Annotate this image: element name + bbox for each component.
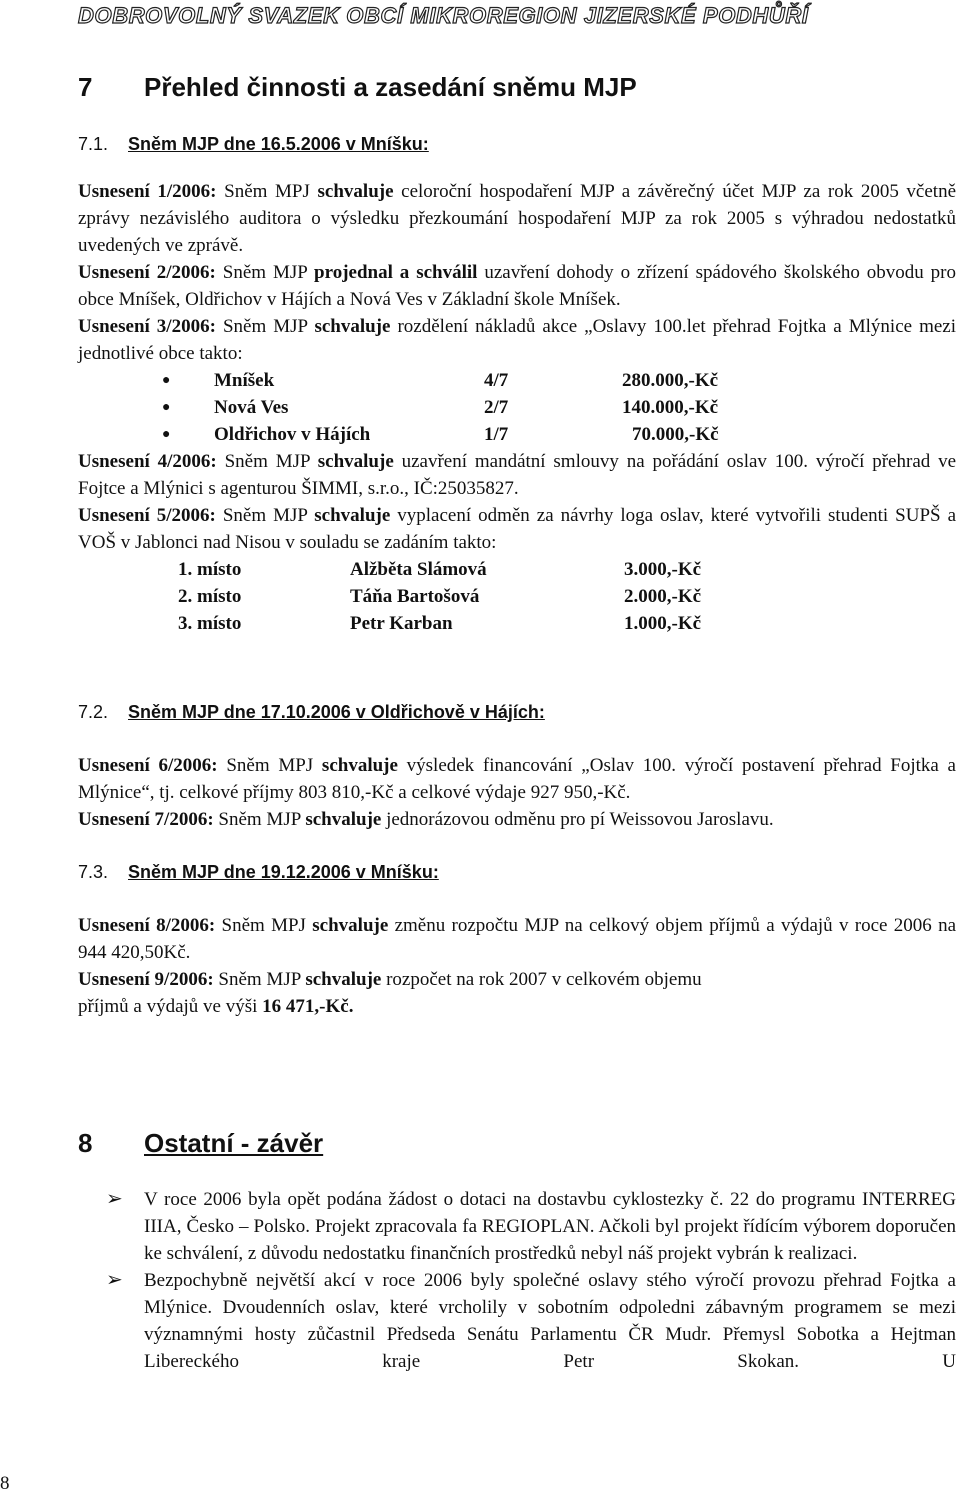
- bullet-icon: ●: [162, 373, 171, 388]
- award-row: 1. místo Alžběta Slámová 3.000,-Kč: [178, 559, 702, 580]
- subsection-title: Sněm MJP dne 17.10.2006 v Oldřichově v Hájích:: [128, 702, 545, 722]
- section-title: Ostatní - závěr: [144, 1128, 324, 1158]
- page-number: 8: [0, 1473, 10, 1494]
- subsection-7-2-heading: [78, 700, 545, 724]
- cost-split-row: ● Oldřichov v Hájích 1/7 70.000,-Kč: [78, 421, 956, 448]
- cost-split-row: ● Nová Ves 2/7 140.000,-Kč: [78, 394, 956, 421]
- list-item: ➢ Bezpochybně největší akcí v roce 2006 byly společné oslavy stého výročí provozu přehrad Fojtka a Mlýnice. Dvoudenních oslav, které vrcholily v sobotním odpoledni zábavným programem se mezi významnými hosty zůčastnil Předseda Senátu Parlamentu ČR Mudr. Přemysl Sobotka a Hejtman Libereckého kraje Petr Skokan. U: [106, 1269, 956, 1372]
- resolution-5: Usnesení 5/2006: Sněm MJP schvaluje vyplacení odměn za návrhy loga oslav, které vytvořili studenti SUPŠ a VOŠ v Jablonci nad Nisou v souladu se zadáním takto:: [78, 505, 957, 553]
- subsection-7-2-body: [78, 752, 956, 833]
- resolution-8: Usnesení 8/2006: Sněm MPJ schvaluje změnu rozpočtu MJP na celkový objem příjmů a výdajů v roce 2006 na 944 420,50Kč.: [78, 915, 957, 963]
- subsection-7-1-body: [78, 178, 956, 637]
- resolution-4: Usnesení 4/2006: Sněm MJP schvaluje uzavření mandátní smlouvy na pořádání oslav 100. výročí přehrad ve Fojtce a Mlýnici s agenturou ŠIMMI, s.r.o., IČ:25035827.: [78, 451, 957, 499]
- section-8-heading: [78, 1128, 323, 1158]
- header-title: DOBROVOLNÝ SVAZEK OBCÍ MIKROREGION JIZERSKÉ PODHŮŘÍ: [78, 3, 809, 28]
- subsection-7-1-heading: [78, 132, 429, 156]
- resolution-7: Usnesení 7/2006: Sněm MJP schvaluje jednorázovou odměnu pro pí Weissovou Jaroslavu.: [78, 809, 774, 830]
- subsection-7-3-body: [78, 912, 956, 1020]
- arrow-bullet-icon: ➢: [106, 1188, 123, 1210]
- cost-split-list: [78, 367, 956, 448]
- list-item: ➢ V roce 2006 byla opět podána žádost o dotaci na dostavbu cyklostezky č. 22 do programu INTERREG IIIA, Česko – Polsko. Projekt zpracovala fa REGIOPLAN. Ačkoli byl projekt řídícím výborem doporučen ke schválení, z důvodu nedostatku finančních prostředků nebyl náš projekt vybrán k realizaci.: [106, 1188, 956, 1264]
- resolution-3: Usnesení 3/2006: Sněm MJP schvaluje rozdělení nákladů akce „Oslavy 100.let přehrad Fojtka a Mlýnice mezi jednotlivé obce takto:: [78, 316, 957, 364]
- section-8-list: [78, 1186, 956, 1375]
- arrow-bullet-icon: ➢: [106, 1269, 123, 1291]
- section-title: Přehled činnosti a zasedání sněmu MJP: [144, 72, 637, 102]
- subsection-title: Sněm MJP dne 16.5.2006 v Mníšku:: [128, 134, 429, 154]
- subsection-number: 7.3.: [78, 862, 109, 882]
- resolution-2: Usnesení 2/2006: Sněm MJP projednal a schválil uzavření dohody o zřízení spádového školského obvodu pro obce Mníšek, Oldřichov v Hájích a Nová Ves v Základní škole Mníšek.: [78, 262, 956, 310]
- section-7-heading: [78, 72, 637, 102]
- section-number: 7: [78, 72, 93, 102]
- award-list: [78, 556, 956, 637]
- award-row: 3. místo Petr Karban 1.000,-Kč: [178, 613, 702, 634]
- subsection-number: 7.2.: [78, 702, 109, 722]
- section-number: 8: [78, 1128, 93, 1158]
- resolution-9: Usnesení 9/2006: Sněm MJP schvaluje rozpočet na rok 2007 v celkovém objemu příjmů a výdajů ve výši 16 471,-Kč.: [78, 969, 702, 1017]
- resolution-1: Usnesení 1/2006: Sněm MPJ schvaluje celoroční hospodaření MJP a závěrečný účet MJP za rok 2005 včetně zprávy nezávislého auditora o výsledku přezkoumání hospodaření MJP za rok 2005 s výhradou nedostatků uvedených ve zprávě.: [78, 181, 957, 256]
- cost-split-row: ● Mníšek 4/7 280.000,-Kč: [78, 367, 956, 394]
- bullet-icon: ●: [162, 400, 171, 415]
- subsection-7-3-heading: [78, 860, 439, 884]
- award-row: 2. místo Táňa Bartošová 2.000,-Kč: [178, 586, 702, 607]
- bullet-icon: ●: [162, 427, 171, 442]
- resolution-6: Usnesení 6/2006: Sněm MPJ schvaluje výsledek financování „Oslav 100. výročí postavení přehrad Fojtka a Mlýnice“, tj. celkové příjmy 803 810,-Kč a celkové výdaje 927 950,-Kč.: [78, 755, 956, 803]
- subsection-title: Sněm MJP dne 19.12.2006 v Mníšku:: [128, 862, 439, 882]
- subsection-number: 7.1.: [78, 134, 109, 154]
